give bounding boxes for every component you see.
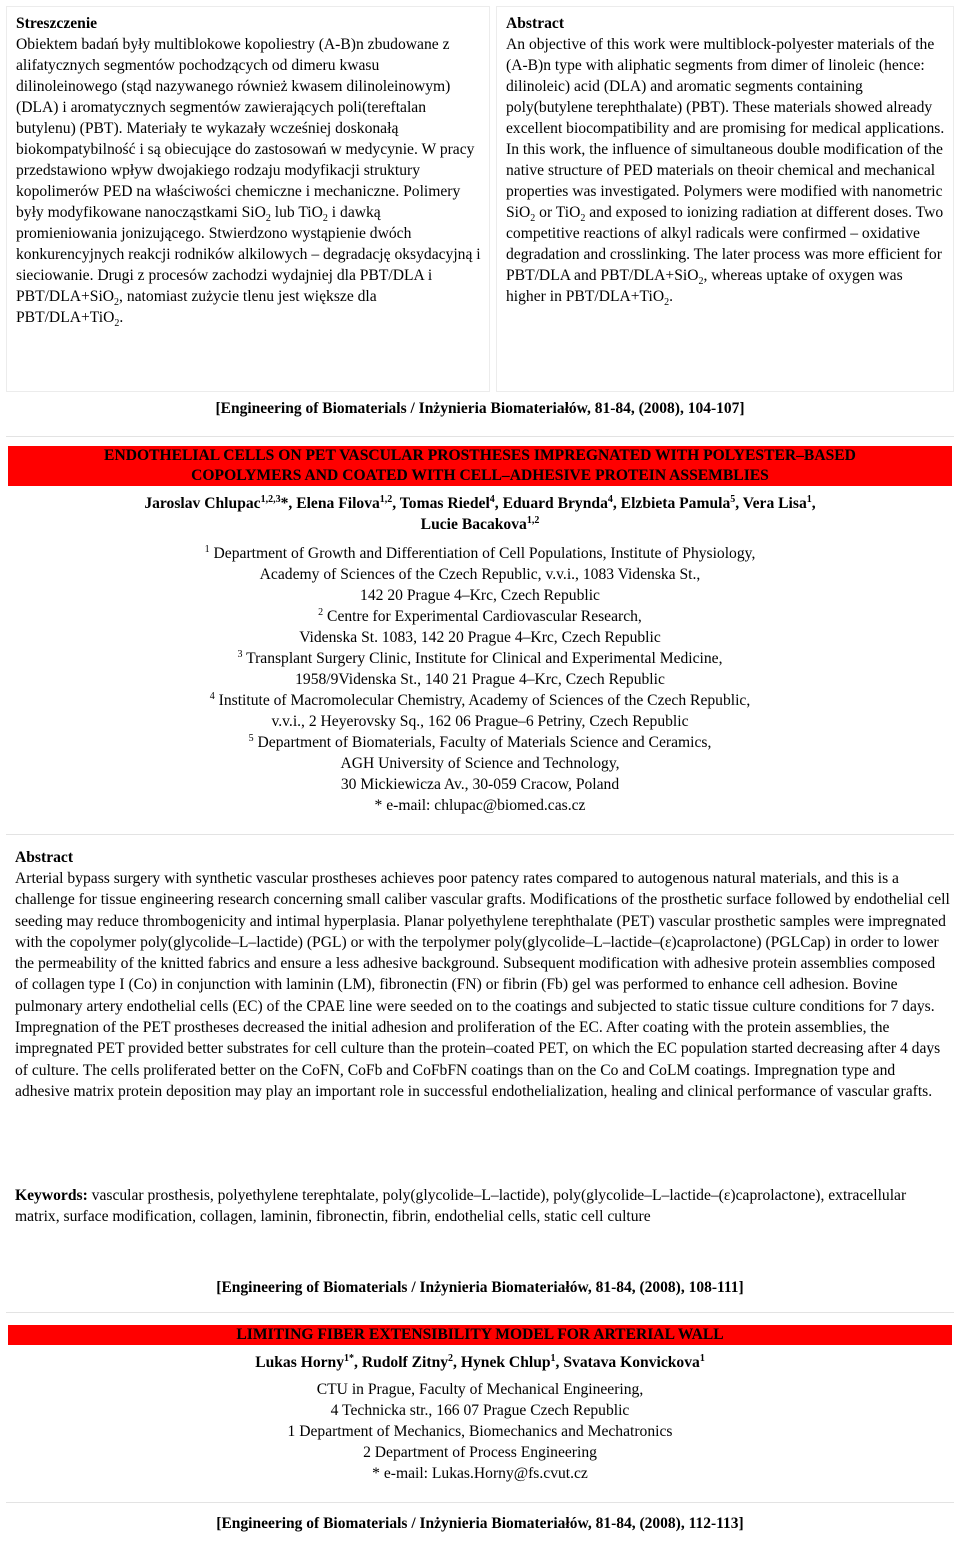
english-abstract (496, 6, 954, 392)
polish-abstract (6, 6, 490, 392)
citation-reference-2: [Engineering of Biomaterials / Inżynieria Biomateriałów, 81-84, (2008), 108-111] (216, 1279, 744, 1296)
abstract-body: Arterial bypass surgery with synthetic vascular prostheses achieves poor patency rates compared to autogenous natural materials, and this is a challenge for tissue engineering research concerning small caliber vascular grafts. Modifications of the prosthetic surface followed by endothelial cell seeding may reduce thrombogenicity and intimal hyperplasia. Planar polyethylene terephthalate (PET) vascular prosthetic samples were impregnated with the copolymer poly(glycolide–L–lactide) (PGL) or with the terpolymer poly(glycolide–L–lactide–(ε)caprolactone) (PGLCap) in order to lower the permeability of the knitted fabrics and ensure a less adhesive background. Subsequent modification with adhesive protein assemblies composed of collagen type I (Co) in conjunction with laminin (LM), fibronectin (FN) or fibrin (Fb) gel was performed to enhance cell adhesion. Bovine pulmonary artery endothelial cells (EC) of the CPAE line were seeded on to the coatings and subjected to static tissue culture conditions for 7 days. Impregnation of the PET prostheses decreased the initial adhesion and proliferation of the EC. After coating with the protein assemblies, the impregnated PET provided better substrates for cell culture than the protein–coated PET, on which the EC population started decreasing after 4 days of culture. The cells proliferated better on the CoFN, CoFb and CoFbFN coatings than on the Co and CoLM coatings. Impregnation type and adhesive matrix protein deposition may play an important role in successful endothelialization, healing and clinical performance of vascular grafts. (15, 870, 950, 1100)
affiliation-line: v.v.i., 2 Heyerovsky Sq., 162 06 Prague–6 Petriny, Czech Republic (271, 713, 689, 730)
affiliation-line: 142 20 Prague 4–Krc, Czech Republic (360, 587, 600, 604)
keywords-label: Keywords: (15, 1187, 88, 1204)
affiliation-line: 4 Technicka str., 166 07 Prague Czech Republic (330, 1402, 630, 1419)
article-title-line-1: ENDOTHELIAL CELLS ON PET VASCULAR PROSTHESES IMPREGNATED WITH POLYESTER–BASED (104, 447, 856, 464)
keywords-paragraph (15, 1185, 950, 1228)
article-abstract-1 (15, 847, 950, 1102)
article-title-bar-2: LIMITING FIBER EXTENSIBILITY MODEL FOR ARTERIAL WALL (8, 1325, 952, 1345)
affiliation-line: 2 Department of Process Engineering (363, 1444, 597, 1461)
article-affiliations-1 (0, 543, 960, 816)
separator-line (6, 436, 954, 437)
polish-abstract-body: Obiektem badań były multiblokowe kopoliestry (A-B)n zbudowane z alifatycznych segmentów pochodzących od dimeru kwasu dilinoleinowego (stąd nazywanego również kwasem dilinoleinowym) (DLA) i aromatycznych segmentów zawierających poli(tereftalan butylenu) (PBT). Materiały te wykazały wcześniej doskonałą biokompatybilność i są obiecujące do zastosowań w medycynie. W pracy przedstawiono wpływ dwojakiego rodzaju modyfikacji struktury kopolimerów PED na właściwości chemiczne i mechaniczne. Polimery były modyfikowane nanocząstkami SiO$_2$ lub TiO$_2$ i dawką promieniowania jonizującego. Stwierdzono wystąpienie dwóch konkurencyjnych reakcji rodników alkilowych – degradację oksydacyjną i sieciowanie. Drugi z procesów zachodzi wydajniej dla PBT/DLA i PBT/DLA+SiO$_2$, natomiast zużycie tlenu jest większe dla PBT/DLA+TiO$_2$. (16, 36, 481, 330)
affiliation-line: $^1$ Department of Growth and Differentiation of Cell Populations, Institute of Physiology, (204, 543, 756, 562)
polish-abstract-heading: Streszczenie (16, 15, 98, 32)
affiliation-line: * e-mail: chlupac@biomed.cas.cz (374, 797, 586, 814)
article-affiliations-2 (0, 1379, 960, 1484)
affiliation-line: 1958/9Videnska St., 140 21 Prague 4–Krc, Czech Republic (295, 671, 665, 688)
article-authors-2: Lukas Horny$^{1*}$, Rudolf Zitny$^2$, Hynek Chlup$^1$, Svatava Konvickova$^1$ (255, 1352, 705, 1371)
article-authors-1 (0, 493, 960, 535)
keywords-section (15, 1185, 950, 1228)
affiliation-line: Academy of Sciences of the Czech Republic, v.v.i., 1083 Videnska St., (259, 566, 701, 583)
citation-reference-3: [Engineering of Biomaterials / Inżynieria Biomateriałów, 81-84, (2008), 112-113] (216, 1515, 744, 1532)
affiliation-line: AGH University of Science and Technology, (340, 755, 620, 772)
bilingual-abstracts (6, 6, 954, 392)
affiliation-line: Videnska St. 1083, 142 20 Prague 4–Krc, Czech Republic (299, 629, 661, 646)
article-title-line-2: COPOLYMERS AND COATED WITH CELL–ADHESIVE PROTEIN ASSEMBLIES (191, 467, 769, 484)
separator-line (6, 834, 954, 835)
authors-line-1: Jaroslav Chlupac$^{1,2,3}$*, Elena Filova$^{1,2}$, Tomas Riedel$^4$, Eduard Brynda$^4$, Elzbieta Pamula$^5$, Vera Lisa$^1$, (144, 493, 816, 512)
article-title-bar-1 (8, 446, 952, 486)
affiliation-line: 1 Department of Mechanics, Biomechanics and Mechatronics (287, 1423, 673, 1440)
affiliation-line: $^5$ Department of Biomaterials, Faculty of Materials Science and Ceramics, (248, 732, 712, 751)
authors-line-2: Lucie Bacakova$^{1,2}$ (420, 514, 540, 533)
affiliation-line: $^4$ Institute of Macromolecular Chemistry, Academy of Sciences of the Czech Republic, (209, 690, 751, 709)
separator-line (6, 1312, 954, 1313)
affiliation-line: $^3$ Transplant Surgery Clinic, Institute for Clinical and Experimental Medicine, (237, 648, 723, 667)
affiliation-line: * e-mail: Lukas.Horny@fs.cvut.cz (372, 1465, 588, 1482)
keywords-text: vascular prosthesis, polyethylene terephtalate, poly(glycolide–L–lactide), poly(glycolide–L–lactide–(ε)caprolactone), extracellular matrix, surface modification, collagen, laminin, fibronectin, fibrin, endothelial cells, static cell culture (15, 1187, 907, 1226)
english-abstract-heading: Abstract (506, 15, 565, 32)
english-abstract-body: An objective of this work were multiblock-polyester materials of the (A-B)n type with aliphatic segments from dimer of linoleic (hence: dilinoleic) acid (DLA) and aromatic segments containing poly(butylene terephthalate) (PBT). These materials showed already excellent biocompatibility and are promising for medical applications. In this work, the influence of simultaneous double modification of the native structure of PED materials on theoir chemical and mechanical properties was investigated. Polymers were modified with nanometric SiO$_2$ or TiO$_2$ and exposed to ionizing radiation at different doses. Two competitive reactions of alkyl radicals were confirmed – oxidative degradation and crosslinking. The later process was more efficient for PBT/DLA and PBT/DLA+SiO$_2$, whereas uptake of oxygen was higher in PBT/DLA+TiO$_2$. (506, 36, 945, 309)
separator-line (6, 1502, 954, 1503)
citation-reference-1: [Engineering of Biomaterials / Inżynieria Biomateriałów, 81-84, (2008), 104-107] (215, 400, 745, 417)
abstract-heading: Abstract (15, 849, 74, 866)
affiliation-line: $^2$ Centre for Experimental Cardiovascular Research, (318, 606, 642, 625)
affiliation-line: 30 Mickiewicza Av., 30-059 Cracow, Poland (340, 776, 620, 793)
affiliation-line: CTU in Prague, Faculty of Mechanical Engineering, (316, 1381, 644, 1398)
